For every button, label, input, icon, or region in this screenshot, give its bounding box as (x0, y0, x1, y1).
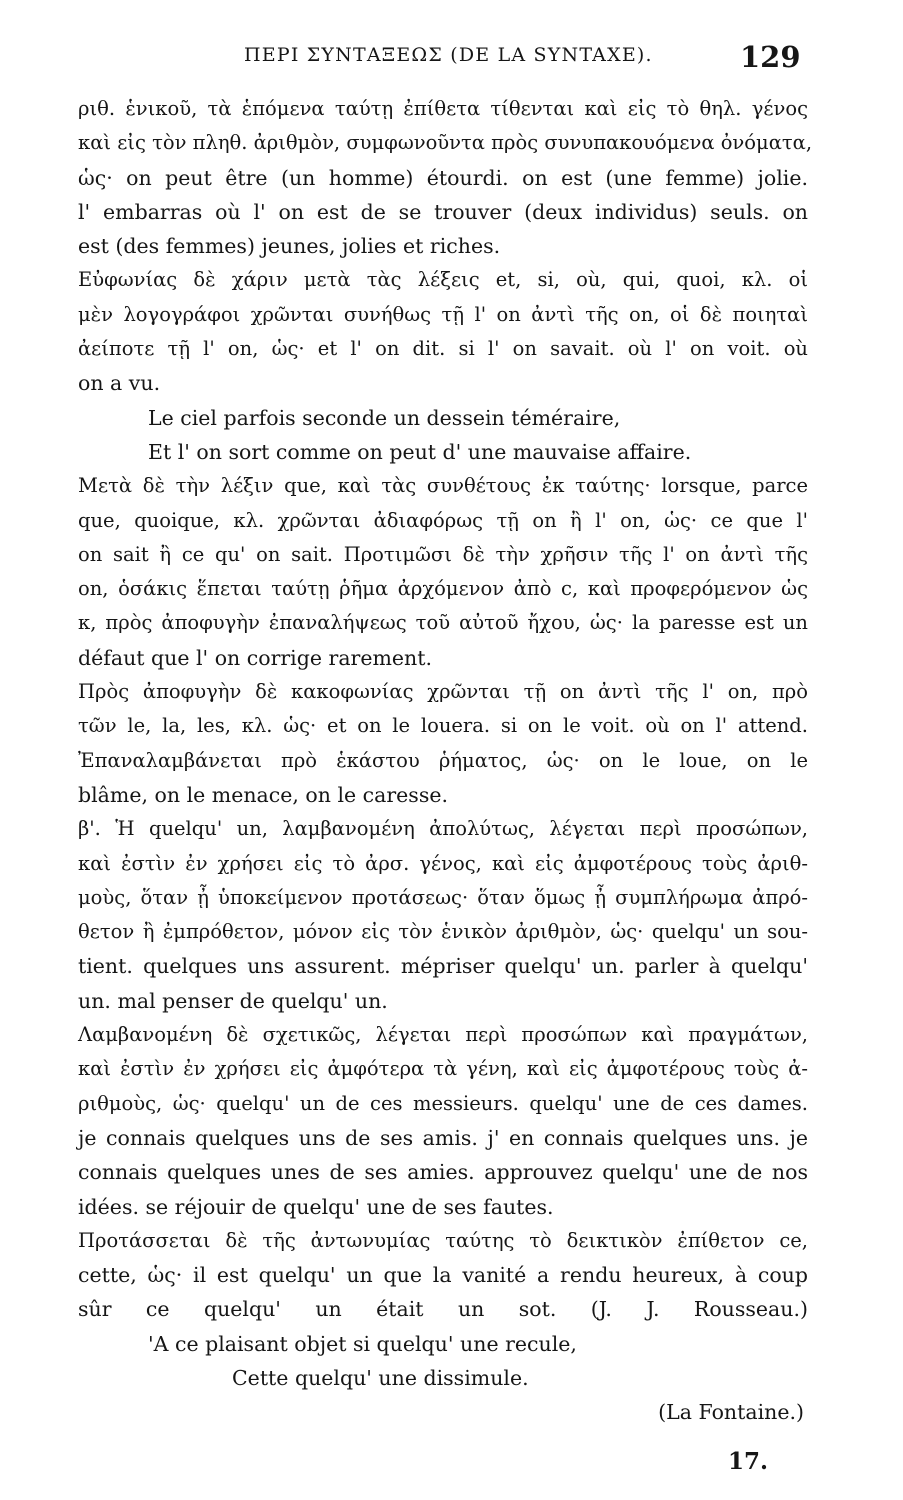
text-line: θετον ἢ ἐμπρόθετον, μόνον εἰς τὸν ἑνικὸν ἀριθμὸν, ὡς· quelqu' un sou- (78, 920, 808, 944)
text-line: μὲν λογογράφοι χρῶνται συνήθως τῇ l' on ἀντὶ τῆς on, οἱ δὲ ποιηταὶ (78, 302, 808, 326)
verse-line: Et l' on sort comme on peut d' une mauvaise affaire. (148, 439, 692, 464)
text-line: Εὐφωνίας δὲ χάριν μετὰ τὰς λέξεις et, si, où, qui, quoi, κλ. οἱ (78, 268, 808, 292)
text-line: Ἐπαναλαμβάνεται πρὸ ἑκάστου ῥήματος, ὡς· on le loue, on le (78, 748, 808, 772)
text-line: ὡς· on peut être (un homme) étourdi. on est (une femme) jolie. (78, 165, 808, 190)
body-text (78, 92, 813, 1430)
verse-line: 'A ce plaisant objet si quelqu' une recule, (148, 1331, 577, 1356)
text-line: κ, πρὸς ἀποφυγὴν ἐπαναλήψεως τοῦ αὐτοῦ ἤχου, ὡς· la paresse est un (78, 611, 808, 635)
text-line: καὶ ἐστὶν ἐν χρήσει εἰς τὸ ἀρσ. γένος, καὶ εἰς ἀμφοτέρους τοὺς ἀριθ- (78, 851, 808, 875)
text-line: τῶν le, la, les, κλ. ὡς· et on le louera. si on le voit. où on l' attend. (78, 714, 808, 738)
citation-line: sûr ce quelqu' un était un sot. (J. J. Rousseau.) (78, 1297, 808, 1322)
signature-mark: 17. (728, 1448, 769, 1475)
running-header (0, 40, 903, 80)
running-title: ΠΕΡΙ ΣΥΝΤΑΞΕΩΣ (DE LA SYNTAXE). (244, 44, 653, 66)
verse-line: Cette quelqu' une dissimule. (232, 1365, 529, 1390)
text-line: blâme, on le menace, on le caresse. (78, 782, 449, 807)
text-line: καὶ εἰς τὸν πληθ. ἀριθμὸν, συμφωνοῦντα πρὸς συνυπακουόμενα ὀνόματα, (78, 131, 813, 155)
text-line: cette, ὡς· il est quelqu' un que la vanité a rendu heureux, à coup (78, 1263, 808, 1288)
text-line: je connais quelques uns de ses amis. j' en connais quelques uns. je (78, 1125, 808, 1150)
citation-line: (La Fontaine.) (658, 1400, 804, 1425)
text-line: ριθ. ἑνικοῦ, τὰ ἑπόμενα ταύτῃ ἐπίθετα τίθενται καὶ εἰς τὸ θηλ. γένος (78, 97, 808, 120)
text-line: Προτάσσεται δὲ τῆς ἀντωνυμίας ταύτης τὸ δεικτικὸν ἐπίθετον ce, (78, 1228, 808, 1252)
text-line: défaut que l' on corrige rarement. (78, 645, 432, 670)
text-line: β'. Ἡ quelqu' un, λαμβανομένη ἀπολύτως, λέγεται περὶ προσώπων, (78, 817, 808, 841)
text-line: l' embarras où l' on est de se trouver (deux individus) seuls. on (78, 199, 808, 224)
text-line: que, quoique, κλ. χρῶνται ἀδιαφόρως τῇ on ἢ l' on, ὡς· ce que l' (78, 508, 808, 532)
text-line: un. mal penser de quelqu' un. (78, 988, 388, 1013)
text-line: Μετὰ δὲ τὴν λέξιν que, καὶ τὰς συνθέτους ἐκ ταύτης· lorsque, parce (78, 474, 808, 498)
text-line: on sait ἢ ce qu' on sait. Προτιμῶσι δὲ τὴν χρῆσιν τῆς l' on ἀντὶ τῆς (78, 542, 808, 566)
text-line: on a vu. (78, 371, 161, 396)
text-line: Πρὸς ἀποφυγὴν δὲ κακοφωνίας χρῶνται τῇ on ἀντὶ τῆς l' on, πρὸ (78, 680, 808, 704)
text-line: ἀείποτε τῇ l' on, ὡς· et l' on dit. si l' on savait. où l' on voit. où (78, 337, 808, 361)
text-line: connais quelques unes de ses amies. approuvez quelqu' une de nos (78, 1160, 808, 1185)
text-line: idées. se réjouir de quelqu' une de ses fautes. (78, 1194, 554, 1219)
page-number: 129 (740, 40, 801, 74)
text-line: Λαμβανομένη δὲ σχετικῶς, λέγεται περὶ προσώπων καὶ πραγμάτων, (78, 1023, 808, 1047)
text-line: est (des femmes) jeunes, jolies et riches. (78, 234, 501, 259)
text-line: on, ὁσάκις ἕπεται ταύτῃ ῥῆμα ἀρχόμενον ἀπὸ c, καὶ προφερόμενον ὡς (78, 577, 808, 601)
text-line: ριθμοὺς, ὡς· quelqu' un de ces messieurs. quelqu' une de ces dames. (78, 1091, 808, 1115)
text-line: tient. quelques uns assurent. mépriser quelqu' un. parler à quelqu' (78, 954, 808, 979)
text-line: καὶ ἐστὶν ἐν χρήσει εἰς ἀμφότερα τὰ γένη, καὶ εἰς ἀμφοτέρους τοὺς ἀ- (78, 1057, 808, 1081)
text-line: μοὺς, ὅταν ᾖ ὑποκείμενον προτάσεως· ὅταν ὅμως ᾖ συμπλήρωμα ἀπρό- (78, 885, 808, 909)
verse-line: Le ciel parfois seconde un dessein téméraire, (148, 405, 621, 430)
